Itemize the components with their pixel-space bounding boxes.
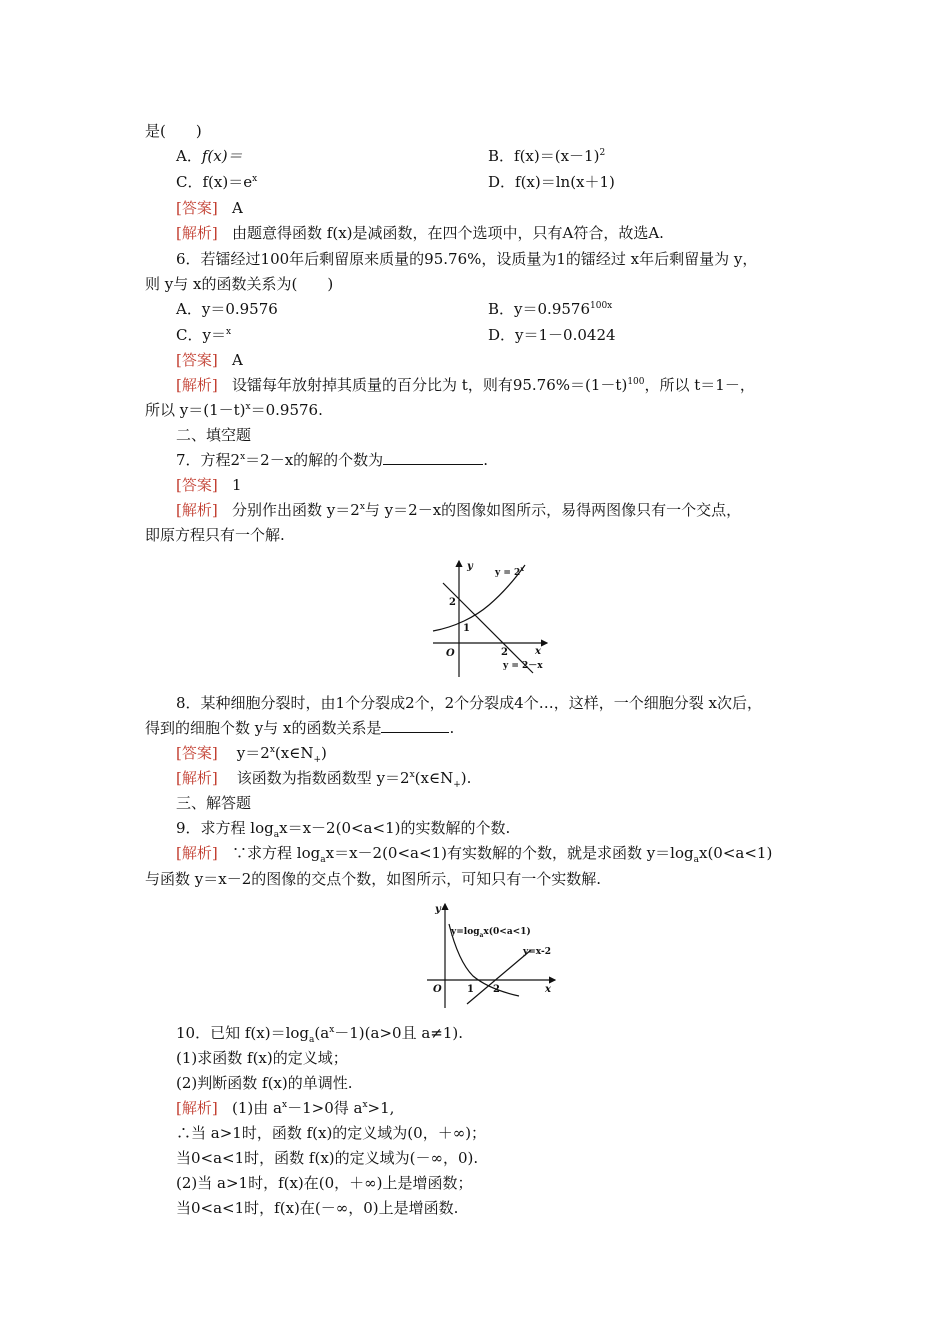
q10-part2: (2)判断函数 f(x)的单调性.	[176, 1074, 353, 1092]
q10-analysis-line2: ∴当 a>1时，函数 f(x)的定义域为(0，＋∞)；	[176, 1124, 487, 1142]
q9-tick-x1: 1	[467, 984, 474, 995]
q6-analysis-line2: 所以 $y=(1-t)^x=0.9576$.	[145, 401, 323, 419]
q5-answer: [答案] A	[176, 199, 243, 217]
q7-stem: 7．方程$2^x=2-x$的解的个数为 .	[176, 451, 488, 469]
q9-stem: 9．求方程 $\log_ax=x-2(0<a<1)$的实数解的个数.	[176, 819, 511, 840]
q9-curve-label-log: $y=\log_ax(0<a<1)$	[451, 927, 531, 939]
q7-y-label: y	[467, 561, 473, 572]
q10-part1: (1)求函数 f(x)的定义域；	[176, 1049, 348, 1067]
q5-option-c: C．$f(x)=e^x$	[176, 173, 258, 191]
q7-x-label: x	[535, 646, 541, 657]
q10-analysis-line1: [解析] (1)由 $a^x-1>0$得 $a^x>1$,	[176, 1099, 395, 1117]
q5-analysis: [解析] 由题意得函数 f(x)是减函数，在四个选项中，只有A符合，故选A.	[176, 224, 664, 242]
q5-option-a: A．f(x)＝	[176, 147, 243, 165]
q8-blank	[381, 718, 449, 733]
q6-option-c: C．y＝$^x$	[176, 326, 232, 344]
q5-option-b: B．$f(x)=(x-1)^2$	[488, 147, 606, 165]
q7-blank	[383, 450, 483, 465]
q7-tick-x2: 2	[501, 647, 508, 658]
q7-curve-label-exp: $y = 2^x$	[495, 566, 524, 578]
q9-curve-label-linear: y=x-2	[523, 947, 551, 957]
q8-answer: [答案] $y=2^x(x\in N_+)$	[176, 744, 327, 765]
q7-tick-y2: 2	[449, 597, 456, 608]
q6-option-a: A．y＝0.9576	[176, 300, 278, 318]
q7-line-linear	[443, 583, 533, 673]
q6-option-b: B．$y=0.9576^{100x}$	[488, 300, 613, 318]
q7-origin: O	[446, 648, 455, 659]
q10-analysis-line4: (2)当 a>1时，f(x)在(0，＋∞)上是增函数；	[176, 1174, 473, 1192]
q5-stem-tail: 是( )	[145, 122, 202, 140]
q10-stem: 10．已知 $f(x)=\log_a(a^x-1)(a>0$且 a≠1).	[176, 1024, 464, 1045]
q6-stem-line2: 则 y与 x的函数关系为( )	[145, 275, 334, 293]
q9-y-label: y	[435, 904, 441, 915]
q8-stem-line1: 8．某种细胞分裂时，由1个分裂成2个，2个分裂成4个…，这样，一个细胞分裂 x次后，	[176, 694, 762, 712]
q9-line-linear	[467, 950, 531, 1004]
q10-analysis-line5: 当0<a<1时，f(x)在(－∞，0)上是增函数.	[176, 1199, 459, 1217]
q7-analysis-line2: 即原方程只有一个解.	[145, 526, 285, 544]
q7-figure	[425, 555, 555, 680]
q9-tick-x2: 2	[493, 984, 500, 995]
q9-analysis-line2: 与函数 y＝x－2的图像的交点个数，如图所示，可知只有一个实数解.	[145, 870, 602, 888]
q6-analysis-line1: [解析] 设镭每年放射掉其质量的百分比为 t，则有$95.76\%=(1-t)^{100}$，所以 t＝1－，	[176, 376, 755, 394]
q7-curve-label-linear: y = 2－x	[503, 661, 543, 671]
section-solve: 三、解答题	[176, 794, 252, 812]
q6-option-d: D．y＝1－0.0424	[488, 326, 616, 344]
q5-option-d: D．f(x)＝ln(x＋1)	[488, 173, 615, 191]
q6-answer: [答案] A	[176, 351, 243, 369]
q7-analysis-line1: [解析] 分别作出函数 $y=2^x$与 y＝2－x的图像如图所示，易得两图像只有一个交点，	[176, 501, 742, 519]
q8-stem-line2: 得到的细胞个数 y与 x的函数关系是 .	[145, 719, 455, 737]
q7-answer: [答案] 1	[176, 476, 242, 494]
q7-tick-y1: 1	[463, 623, 470, 634]
q9-origin: O	[433, 984, 442, 995]
section-fill-blank: 二、填空题	[176, 426, 252, 444]
q10-analysis-line3: 当0<a<1时，函数 f(x)的定义域为(－∞，0).	[176, 1149, 479, 1167]
q9-analysis-line1: [解析] ∵求方程 $\log_ax=x-2(0<a<1)$有实数解的个数，就是求函数 $y=\log_ax(0<a<1)$	[176, 844, 773, 865]
q9-figure	[425, 900, 560, 1012]
q6-stem-line1: 6．若镭经过100年后剩留原来质量的95.76%，设质量为1的镭经过 x年后剩留量为 y，	[176, 250, 758, 268]
q9-x-label: x	[545, 984, 551, 995]
q8-analysis: [解析] 该函数为指数函数型 $y=2^x(x\in N_+)$.	[176, 769, 472, 790]
